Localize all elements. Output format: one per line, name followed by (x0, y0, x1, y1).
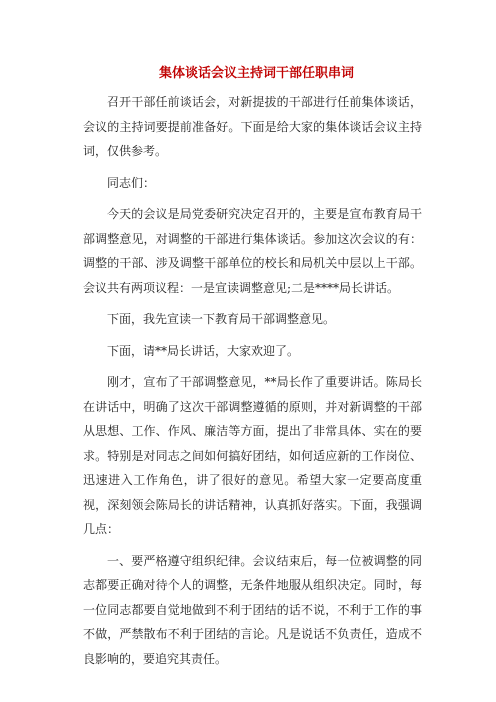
paragraph-salutation: 同志们： (107, 175, 156, 190)
paragraph-intro: 召开干部任前谈话会，对新提拔的干部进行任前集体谈话，会议的主持词要提前准备好。下面是给大家的集体谈话会议主持词，仅供参考。 (83, 95, 422, 158)
document-title: 集体谈话会议主持词干部任职串词 (158, 66, 354, 81)
paragraph-read-adjustments: 下面，我先宣读一下教育局干部调整意见。 (107, 312, 336, 326)
paragraph-point-one: 一、要严格遵守组织纪律。会议结束后，每一位被调整的同志都要正确对待个人的调整，无条件地服从组织决定。同时，每一位同志都要自觉地做到不利于团结的话不说，不利于工作的事不做，严禁散布不利于团结的言论。凡是说话不负责任，造成不良影响的，要追究其责任。 (83, 553, 422, 666)
paragraph-meeting-overview: 今天的会议是局党委研究决定召开的，主要是宣布教育局干部调整意见，对调整的干部进行集体谈话。参加这次会议的有：调整的干部、涉及调整干部单位的校长和局机关中层以上干部。会议共有两项议程：一是宣读调整意见;二是****局长讲话。 (83, 207, 422, 295)
paragraph-invite-speech: 下面，请**局长讲话，大家欢迎了。 (107, 343, 300, 358)
paragraph-summary: 刚才，宣布了干部调整意见，**局长作了重要讲话。陈局长在讲话中，明确了这次干部调整遵循的原则，并对新调整的干部从思想、工作、作风、廉洁等方面，提出了非常具体、实在的要求。特别是对同志之间如何搞好团结，如何适应新的工作岗位、迅速进入工作角色，讲了很好的意见。希望大家一定要高度重视，深刻领会陈局长的讲话精神，认真抓好落实。下面，我强调几点： (83, 375, 422, 536)
